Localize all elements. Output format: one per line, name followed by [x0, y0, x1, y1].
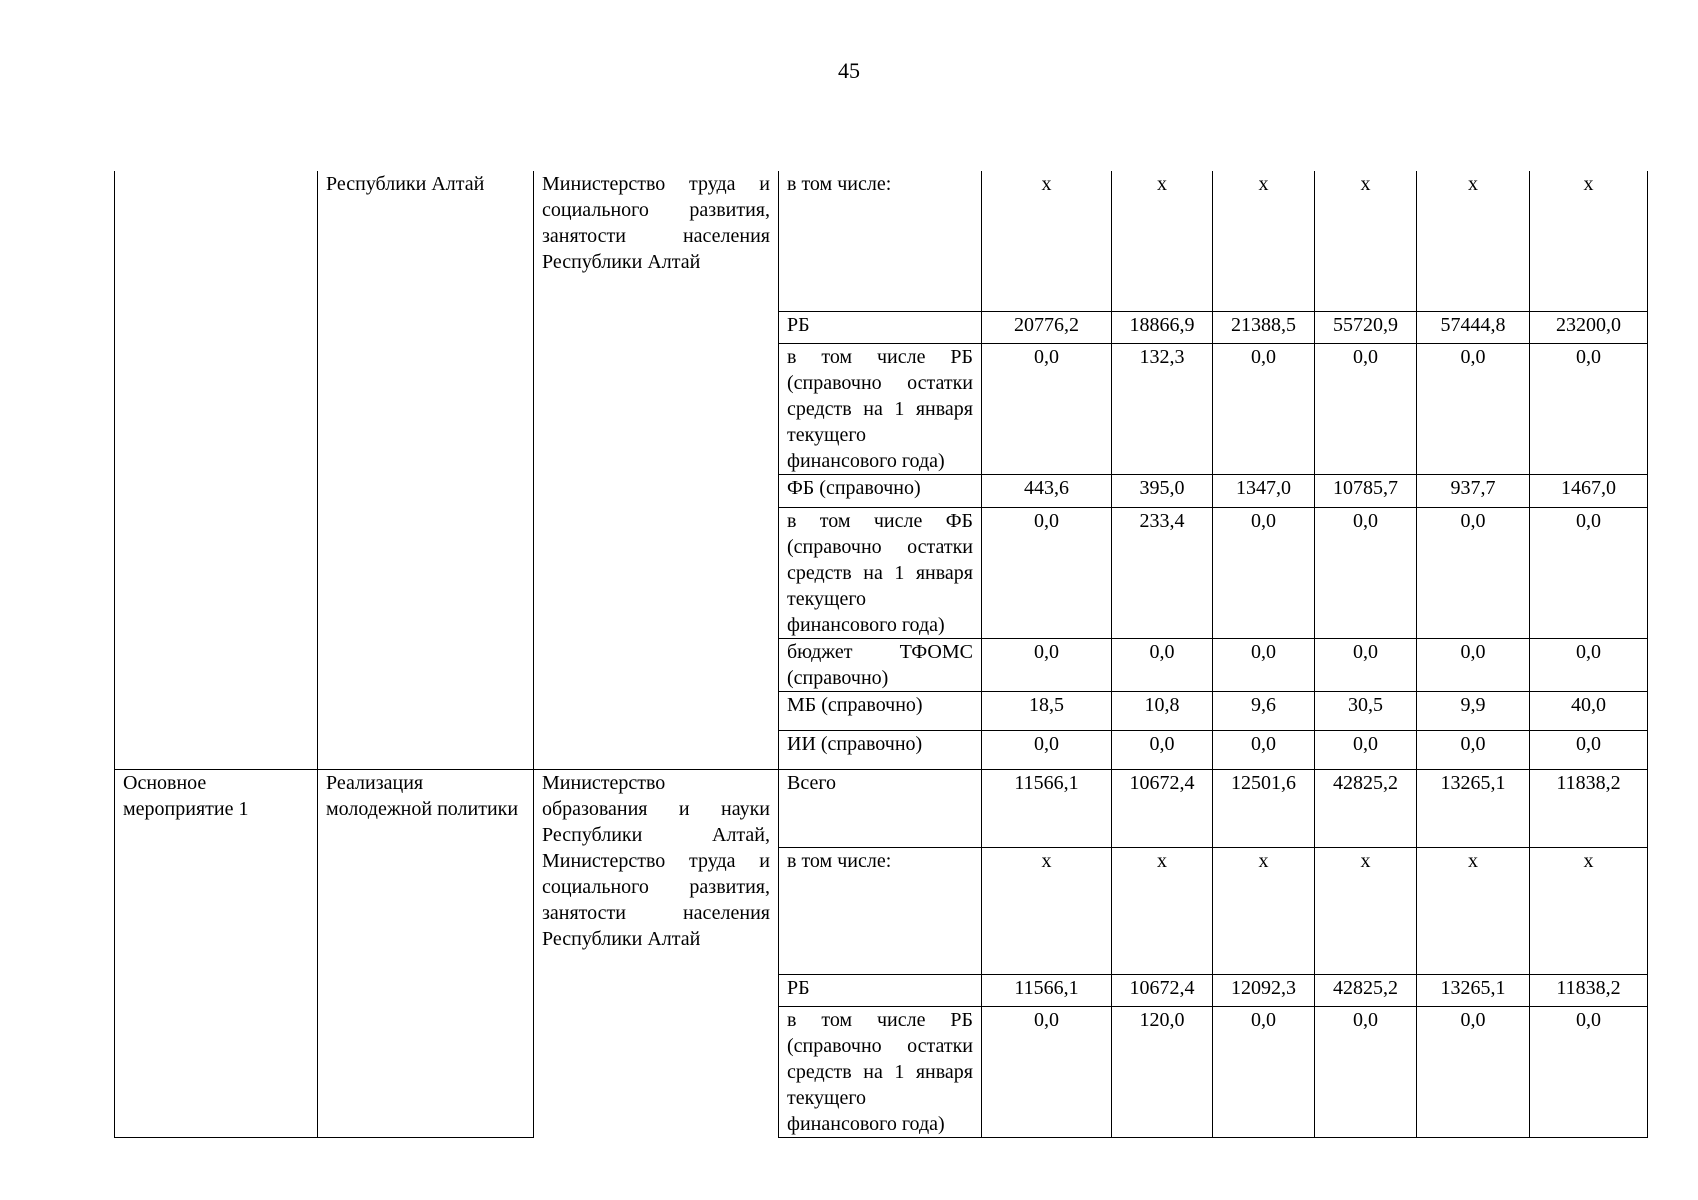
value-cell: 0,0: [1417, 343, 1530, 474]
value-cell: 0,0: [1213, 638, 1315, 691]
section-cell: Основное мероприятие 1: [115, 769, 318, 1137]
value-cell: 0,0: [1213, 1006, 1315, 1137]
source-label: бюджет ТФОМС (справочно): [779, 638, 982, 691]
value-cell: 233,4: [1112, 507, 1213, 638]
value-cell: 12501,6: [1213, 769, 1315, 847]
table-body: [115, 171, 1648, 1137]
value-cell: 55720,9: [1315, 311, 1417, 343]
value-cell: 0,0: [1112, 638, 1213, 691]
source-label: в том числе РБ (справочно остатки средств на 1 января текущего финансового года): [779, 1006, 982, 1137]
value-cell: 0,0: [1112, 730, 1213, 769]
value-cell: 9,6: [1213, 691, 1315, 730]
page-number: 45: [838, 58, 860, 83]
value-cell: 18,5: [982, 691, 1112, 730]
value-cell: 0,0: [1530, 507, 1648, 638]
value-cell: 0,0: [1530, 343, 1648, 474]
value-cell: 13265,1: [1417, 974, 1530, 1006]
value-cell: 11838,2: [1530, 974, 1648, 1006]
value-cell: 120,0: [1112, 1006, 1213, 1137]
value-cell: x: [982, 847, 1112, 974]
value-cell: 42825,2: [1315, 769, 1417, 847]
value-cell: 0,0: [982, 507, 1112, 638]
value-cell: 0,0: [1315, 507, 1417, 638]
value-cell: 12092,3: [1213, 974, 1315, 1006]
source-label: РБ: [779, 974, 982, 1006]
value-cell: 0,0: [1530, 638, 1648, 691]
table-row: [115, 769, 1648, 847]
value-cell: 9,9: [1417, 691, 1530, 730]
value-cell: x: [1530, 171, 1648, 311]
source-label: в том числе РБ (справочно остатки средств на 1 января текущего финансового года): [779, 343, 982, 474]
value-cell: 0,0: [982, 730, 1112, 769]
value-cell: 0,0: [1417, 730, 1530, 769]
value-cell: 0,0: [1315, 730, 1417, 769]
executor-cell: Министерство образования и науки Республики Алтай, Министерство труда и социального развития, занятости населения Республики Алтай: [534, 769, 779, 1006]
value-cell: x: [1213, 847, 1315, 974]
value-cell: 20776,2: [982, 311, 1112, 343]
source-label: в том числе:: [779, 847, 982, 974]
value-cell: 42825,2: [1315, 974, 1417, 1006]
value-cell: x: [1315, 847, 1417, 974]
value-cell: 40,0: [1530, 691, 1648, 730]
value-cell: x: [1213, 171, 1315, 311]
value-cell: 11566,1: [982, 974, 1112, 1006]
program-name-cell: Реализация молодежной политики: [318, 769, 534, 1137]
budget-table: [114, 171, 1648, 1138]
source-label: в том числе ФБ (справочно остатки средств на 1 января текущего финансового года): [779, 507, 982, 638]
value-cell: 30,5: [1315, 691, 1417, 730]
value-cell: 0,0: [982, 638, 1112, 691]
value-cell: 10672,4: [1112, 974, 1213, 1006]
value-cell: 0,0: [982, 1006, 1112, 1137]
value-cell: 11838,2: [1530, 769, 1648, 847]
value-cell: 0,0: [1213, 730, 1315, 769]
value-cell: 0,0: [1530, 1006, 1648, 1137]
value-cell: x: [1530, 847, 1648, 974]
table-row: [115, 171, 1648, 311]
value-cell: 0,0: [1530, 730, 1648, 769]
value-cell: 21388,5: [1213, 311, 1315, 343]
source-label: МБ (справочно): [779, 691, 982, 730]
value-cell: 1347,0: [1213, 474, 1315, 507]
value-cell: 13265,1: [1417, 769, 1530, 847]
value-cell: 395,0: [1112, 474, 1213, 507]
source-label: РБ: [779, 311, 982, 343]
value-cell: 0,0: [1315, 343, 1417, 474]
source-label: ИИ (справочно): [779, 730, 982, 769]
section-cell: [115, 171, 318, 769]
value-cell: x: [1417, 847, 1530, 974]
value-cell: 937,7: [1417, 474, 1530, 507]
program-name-cell: Республики Алтай: [318, 171, 534, 769]
value-cell: x: [982, 171, 1112, 311]
value-cell: 0,0: [982, 343, 1112, 474]
source-label: в том числе:: [779, 171, 982, 311]
value-cell: 11566,1: [982, 769, 1112, 847]
value-cell: 10785,7: [1315, 474, 1417, 507]
value-cell: 0,0: [1417, 1006, 1530, 1137]
value-cell: 1467,0: [1530, 474, 1648, 507]
value-cell: 0,0: [1213, 343, 1315, 474]
value-cell: 10672,4: [1112, 769, 1213, 847]
source-label: ФБ (справочно): [779, 474, 982, 507]
value-cell: 10,8: [1112, 691, 1213, 730]
value-cell: 23200,0: [1530, 311, 1648, 343]
value-cell: 443,6: [982, 474, 1112, 507]
value-cell: 132,3: [1112, 343, 1213, 474]
value-cell: 0,0: [1213, 507, 1315, 638]
value-cell: 0,0: [1315, 1006, 1417, 1137]
value-cell: 0,0: [1417, 507, 1530, 638]
executor-cell: Министерство труда и социального развития, занятости населения Республики Алтай: [534, 171, 779, 769]
value-cell: 57444,8: [1417, 311, 1530, 343]
blank-cell: [534, 1006, 779, 1137]
value-cell: 0,0: [1315, 638, 1417, 691]
value-cell: x: [1112, 171, 1213, 311]
value-cell: x: [1417, 171, 1530, 311]
value-cell: x: [1315, 171, 1417, 311]
value-cell: 0,0: [1417, 638, 1530, 691]
value-cell: 18866,9: [1112, 311, 1213, 343]
source-label: Всего: [779, 769, 982, 847]
value-cell: x: [1112, 847, 1213, 974]
